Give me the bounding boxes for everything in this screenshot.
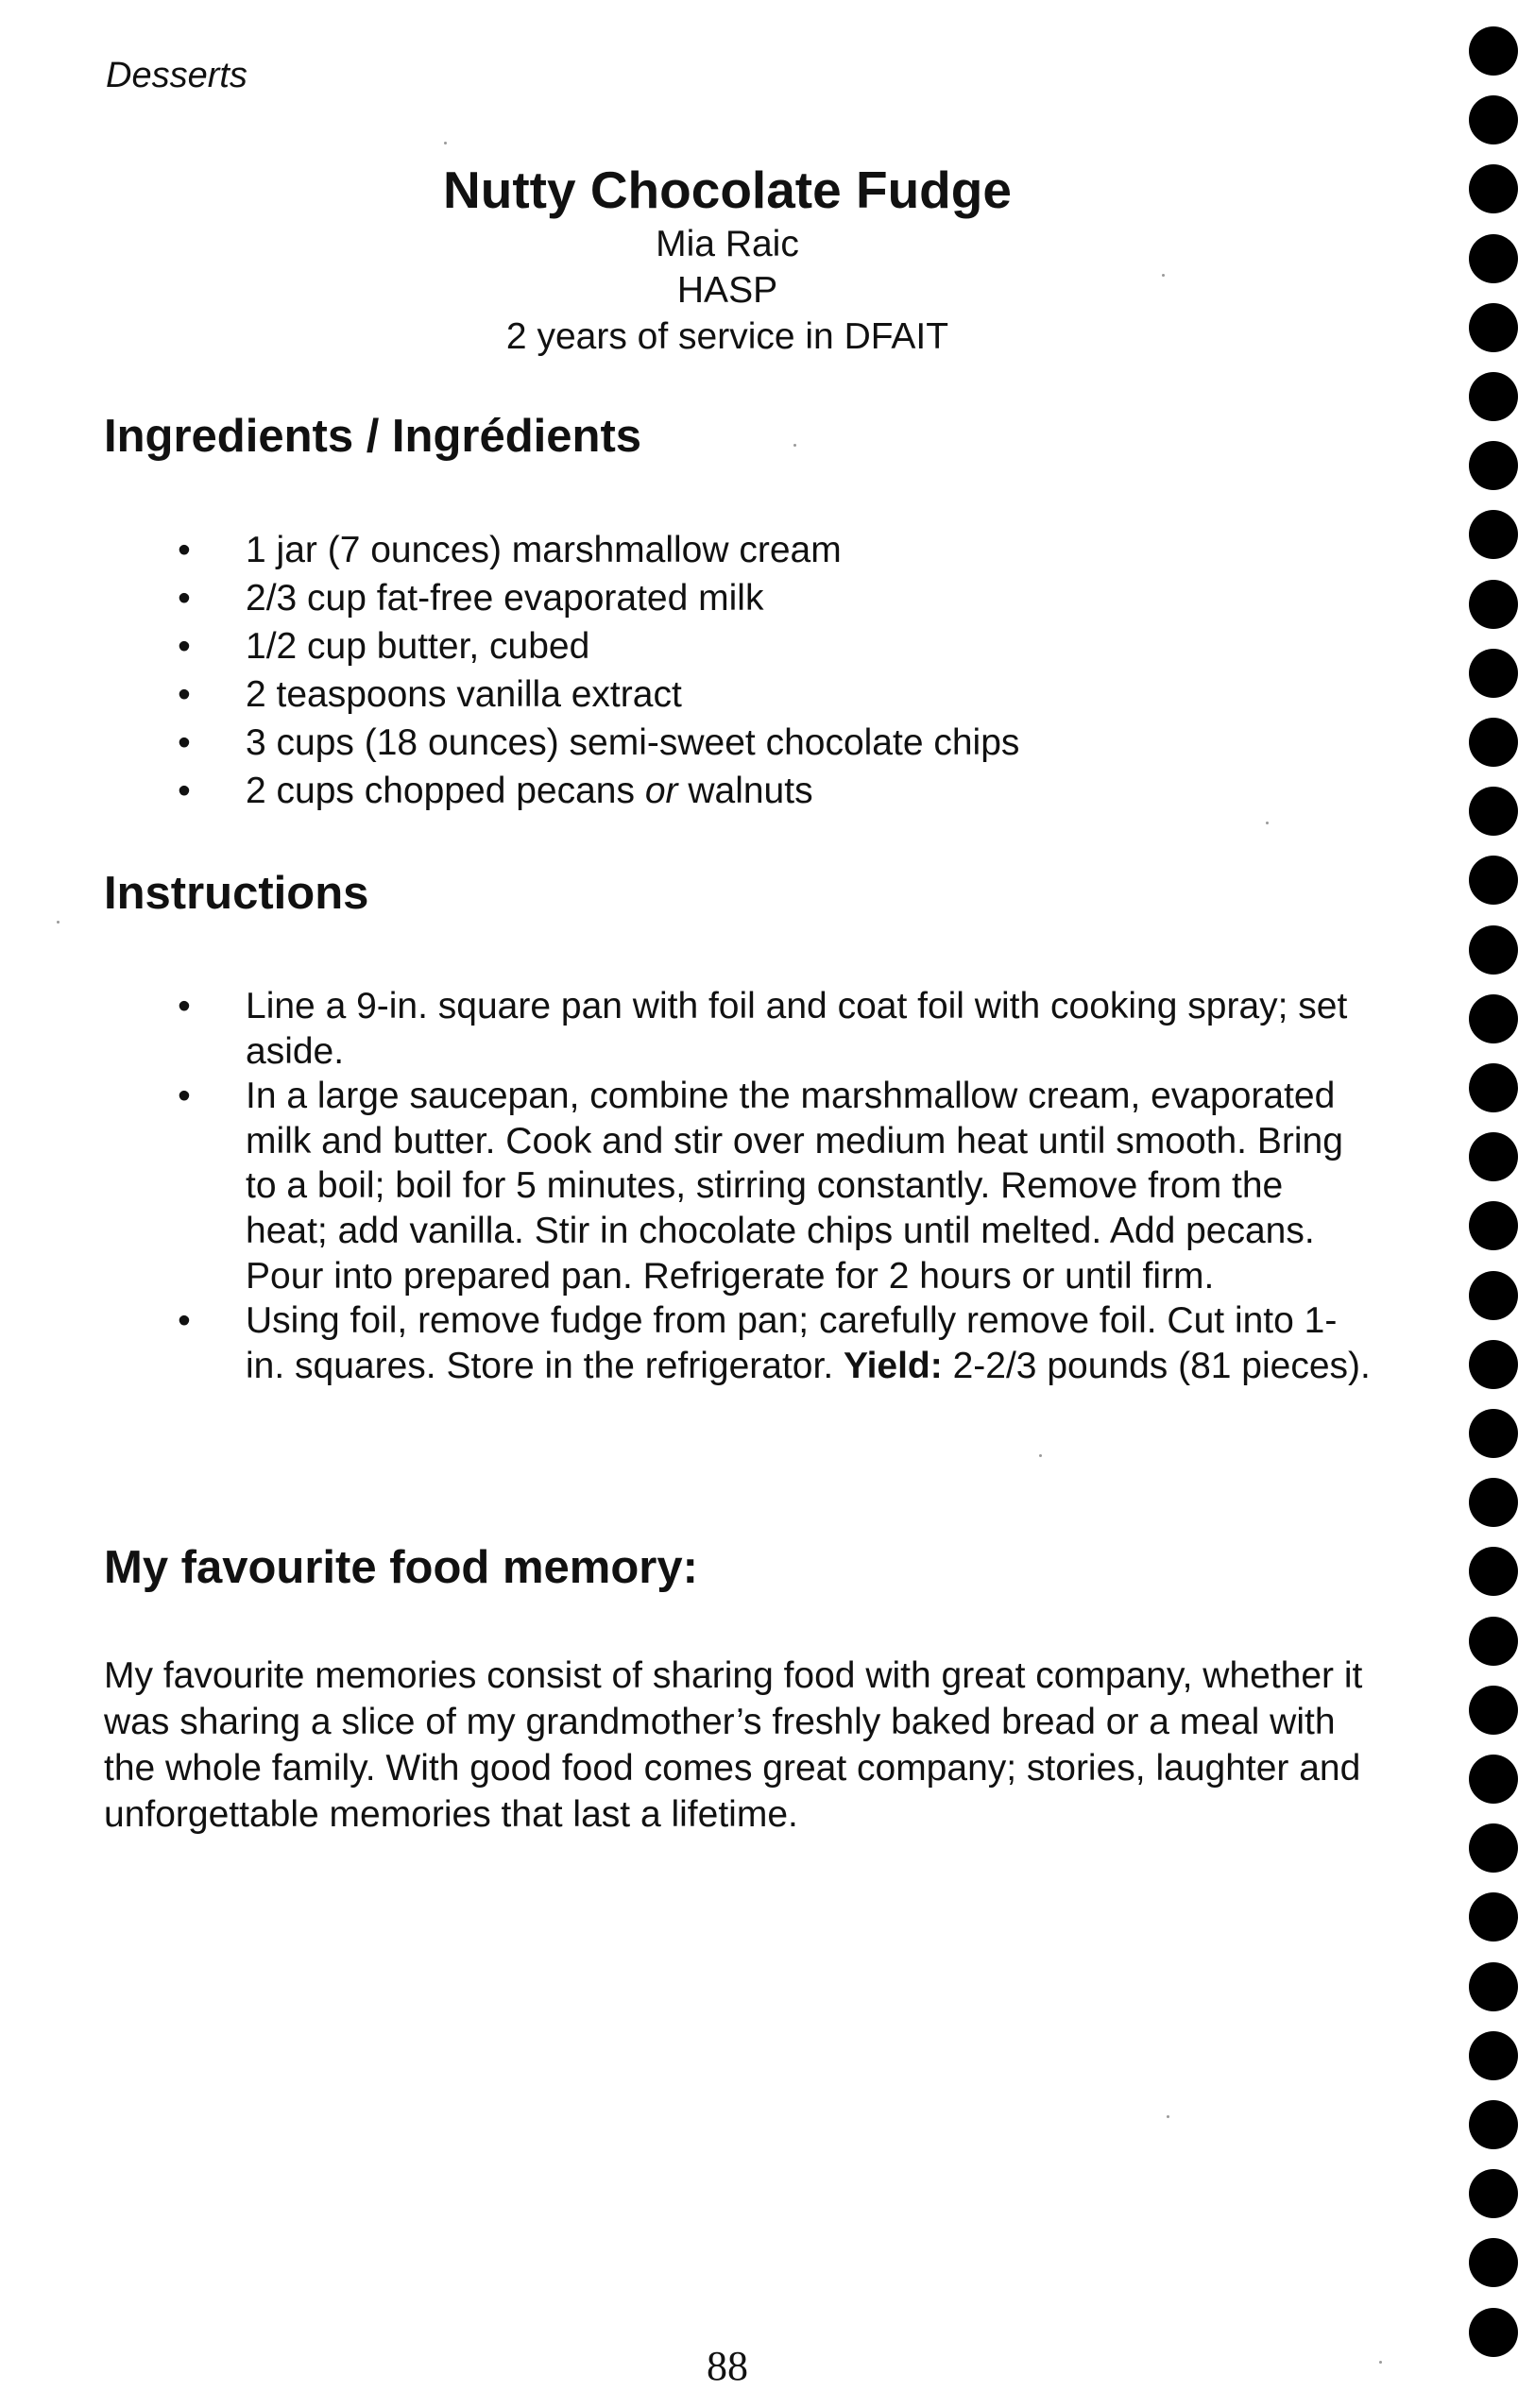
binding-hole <box>1469 580 1518 629</box>
ingredient-item <box>175 767 1374 815</box>
binding-hole <box>1469 95 1518 144</box>
binding-hole <box>1469 1271 1518 1320</box>
binding-hole <box>1469 1823 1518 1873</box>
scan-speck <box>1266 822 1269 824</box>
scan-speck <box>444 142 447 144</box>
bullet-icon: • <box>178 626 191 667</box>
bullet-icon: • <box>178 674 191 715</box>
binding-hole <box>1469 234 1518 283</box>
binding-hole <box>1469 1892 1518 1942</box>
section-label: Desserts <box>106 56 247 95</box>
bullet-icon: • <box>178 1076 191 1117</box>
binding-hole <box>1469 649 1518 698</box>
binding-hole <box>1469 2169 1518 2218</box>
scan-speck <box>793 444 796 447</box>
ingredients-heading: Ingredients / Ingrédients <box>104 411 642 462</box>
author-service: 2 years of service in DFAIT <box>505 315 949 357</box>
binding-hole <box>1469 26 1518 76</box>
binding-hole <box>1469 303 1518 352</box>
binding-hole <box>1469 1617 1518 1666</box>
binding-hole <box>1469 2031 1518 2080</box>
ingredient-item <box>175 670 1374 719</box>
bullet-icon: • <box>178 1300 191 1342</box>
ingredient-text: 2 cups chopped pecans <box>246 771 645 811</box>
scan-speck <box>1162 274 1165 277</box>
scan-speck <box>57 921 60 924</box>
binding-hole <box>1469 856 1518 905</box>
ingredient-item <box>175 622 1374 670</box>
scan-speck <box>1039 1454 1042 1457</box>
memory-text: My favourite memories consist of sharing food with great company, whether it was sharing a slice of my grandmother’s freshly baked bread or a meal with the whole family. With good food comes great company; stories, laughter and unforgettable memories that last a lifetime. <box>104 1655 1363 1835</box>
instruction-text: In a large saucepan, combine the marshmallow cream, evaporated milk and butter. Cook and stir over medium heat until smooth. Bring to a boil; boil for 5 minutes, stirring constantly. Remove from the heat; add vanilla. Stir in chocolate chips until melted. Add pecans. Pour into prepared pan. Refrigerate for 2 hours or until firm. <box>246 1076 1343 1297</box>
binding-hole <box>1469 1547 1518 1596</box>
instruction-step <box>175 1074 1374 1298</box>
ingredient-text: 2/3 cup fat-free evaporated milk <box>246 578 764 619</box>
ingredients-list <box>175 526 1374 815</box>
binding-hole <box>1469 510 1518 559</box>
bullet-icon: • <box>178 771 191 811</box>
binding-hole <box>1469 1686 1518 1735</box>
bullet-icon: • <box>178 578 191 619</box>
binding-hole <box>1469 1409 1518 1458</box>
spiral-binding <box>1469 0 1524 2408</box>
ingredient-text: 2 teaspoons vanilla extract <box>246 674 682 715</box>
scan-speck <box>1379 2361 1382 2364</box>
yield-label: Yield: <box>844 1345 943 1386</box>
binding-hole <box>1469 1132 1518 1181</box>
binding-hole <box>1469 2238 1518 2287</box>
ingredient-text-end: walnuts <box>677 771 813 811</box>
instruction-step <box>175 984 1374 1074</box>
scan-speck <box>1167 2115 1169 2118</box>
binding-hole <box>1469 2308 1518 2357</box>
ingredient-text: 3 cups (18 ounces) semi-sweet chocolate chips <box>246 722 1020 763</box>
binding-hole <box>1469 372 1518 421</box>
binding-hole <box>1469 787 1518 836</box>
title-block <box>283 159 1171 360</box>
binding-hole <box>1469 994 1518 1043</box>
author-name: Mia Raic <box>656 224 799 265</box>
binding-hole <box>1469 1063 1518 1112</box>
binding-hole <box>1469 441 1518 490</box>
binding-hole <box>1469 1340 1518 1389</box>
binding-hole <box>1469 1478 1518 1527</box>
ingredient-item <box>175 719 1374 767</box>
binding-hole <box>1469 1201 1518 1250</box>
binding-hole <box>1469 164 1518 213</box>
instruction-text: Using foil, remove fudge from pan; carefully remove foil. Cut into 1-in. squares. Store in the refrigerator. <box>246 1300 1338 1386</box>
binding-hole <box>1469 1962 1518 2011</box>
bullet-icon: • <box>178 722 191 763</box>
memory-heading: My favourite food memory: <box>104 1542 698 1593</box>
page-number: 88 <box>707 2343 748 2389</box>
ingredient-text: 1/2 cup butter, cubed <box>246 626 590 667</box>
recipe-title: Nutty Chocolate Fudge <box>443 161 1012 219</box>
bullet-icon: • <box>178 530 191 570</box>
binding-hole <box>1469 925 1518 975</box>
instructions-heading: Instructions <box>104 868 369 919</box>
binding-hole <box>1469 2100 1518 2149</box>
ingredient-emphasis: or <box>644 771 678 811</box>
binding-hole <box>1469 1755 1518 1804</box>
ingredient-text: 1 jar (7 ounces) marshmallow cream <box>246 530 842 570</box>
ingredient-item <box>175 574 1374 622</box>
bullet-icon: • <box>178 986 191 1026</box>
yield-value: 2-2/3 pounds (81 pieces). <box>942 1345 1371 1386</box>
instruction-step <box>175 1298 1374 1388</box>
author-division: HASP <box>676 269 778 311</box>
ingredient-item <box>175 526 1374 574</box>
instructions-list <box>175 984 1374 1388</box>
instruction-text: Line a 9-in. square pan with foil and coat foil with cooking spray; set aside. <box>246 986 1348 1072</box>
binding-hole <box>1469 718 1518 767</box>
